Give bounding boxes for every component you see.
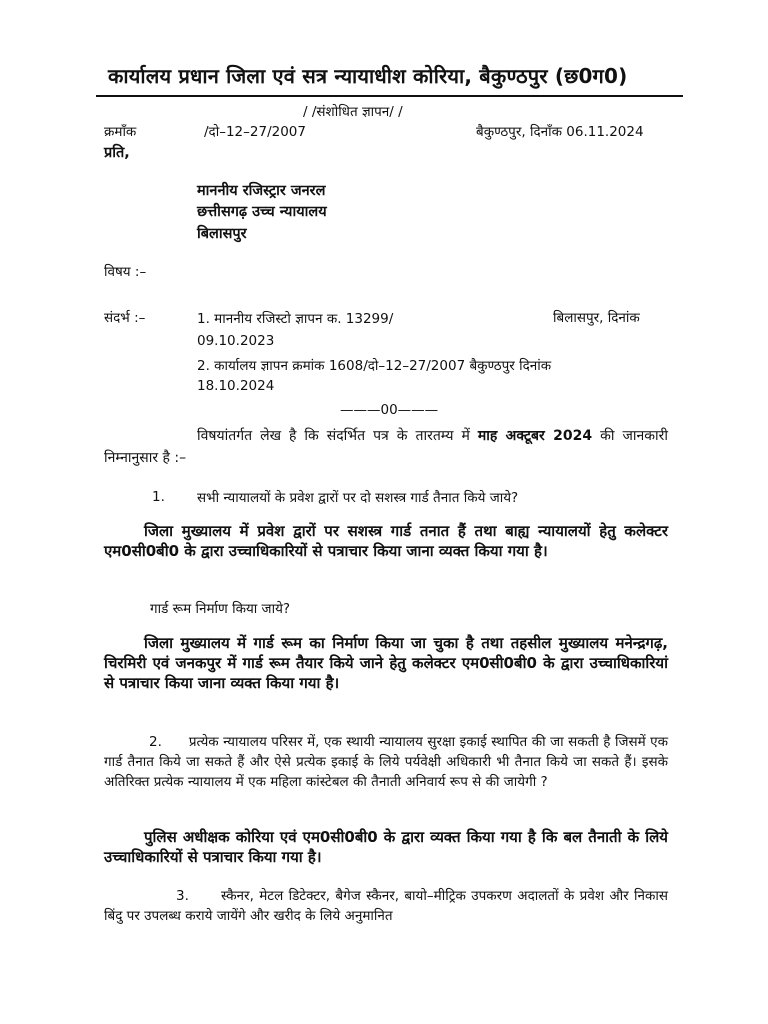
item-1-question: सभी न्यायालयों के प्रवेश द्वारों पर दो सशस्त्र गार्ड तैनात किये जाये?	[197, 490, 519, 506]
item-3-question-text: स्कैनर, मेटल डिटेक्टर, बैगेज स्कैनर, बायो–मीट्रिक उपकरण अदालतों के प्रवेश और निकास बिंदु पर उपलब्ध कराये जायेंगे और खरीद के लिये अनुमानित	[104, 888, 668, 924]
heading-rule	[96, 95, 683, 97]
place-date: बैकुण्ठपुर, दिनॉंक 06.11.2024	[476, 124, 644, 140]
item-2-answer	[104, 827, 668, 867]
reference-item-1: 1. माननीय रजिस्टो ज्ञापन क. 13299/	[197, 311, 394, 327]
intro-text: विषयांतर्गत लेख है कि संदर्भित पत्र के तारतम्य में	[197, 428, 470, 444]
addressee-line-2: छत्तीसगढ़ उच्च न्यायालय	[197, 204, 327, 220]
item-1b-answer-text: जिला मुख्यालय में गार्ड रूम का निर्माण किया जा चुका है तथा तहसील मुख्यालय मनेन्द्रगढ़, चिरमिरी एवं जनकपुर में गार्ड रूम तैयार किये जाने हेतु कलेक्टर एम0सी0बी0 के द्वारा उच्चाधिकारियां से पत्राचार किया जाना व्यक्त किया गया है।	[104, 634, 668, 692]
item-1-answer	[104, 521, 668, 561]
subject-label: विषय :–	[104, 264, 147, 280]
number-value: /दो–12–27/2007	[204, 124, 306, 140]
addressee-line-1: माननीय रजिस्ट्रार जनरल	[197, 183, 326, 199]
reference-item-2: 2. कार्यालय ज्ञापन क्रमांक 1608/दो–12–27/2007 बैकुण्ठपुर दिनांक	[197, 358, 552, 374]
office-heading: कार्यालय प्रधान जिला एवं सत्र न्यायाधीश कोरिया, बैकुण्ठपुर (छ0ग0)	[108, 64, 628, 88]
reference-item-2-date: 18.10.2024	[197, 378, 275, 394]
intro-text-end: की जानकारी निम्नानुसार है :–	[104, 428, 668, 466]
to-label: प्रति,	[104, 145, 130, 161]
item-2-answer-text: पुलिस अधीक्षक कोरिया एवं एम0सी0बी0 के द्वारा व्यक्त किया गया है कि बल तैनाती के लिये उच्चाधिकारियों से पत्राचार किया गया है।	[104, 828, 668, 866]
intro-paragraph	[104, 425, 668, 469]
memo-type: / /संशोधित ज्ञापन/ /	[303, 104, 403, 120]
item-1-number: 1.	[152, 489, 165, 505]
item-1b-question: गार्ड रूम निर्माण किया जाये?	[150, 601, 291, 617]
reference-item-1-date: 09.10.2023	[197, 333, 275, 349]
item-1-answer-text: जिला मुख्यालय में प्रवेश द्वारों पर सशस्त्र गार्ड तनात हैं तथा बाह्य न्यायालयों हेतु कलेक्टर एम0सी0बी0 के द्वारा उच्चाधिकारियों से पत्राचार किया जाना व्यक्त किया गया है।	[104, 522, 668, 560]
item-2-question	[104, 732, 668, 792]
intro-period: माह अक्टूबर 2024	[477, 428, 593, 444]
item-1b-answer	[104, 633, 668, 693]
reference-item-1-place: बिलासपुर, दिनांक	[553, 310, 640, 326]
item-3-question	[104, 886, 668, 926]
item-2-number: 2.	[149, 734, 162, 750]
reference-label: संदर्भ :–	[104, 310, 146, 326]
item-2-question-text: प्रत्येक न्यायालय परिसर में, एक स्थायी न्यायालय सुरक्षा इकाई स्थापित की जा सकती है जिसमें एक गार्ड तैनात किये जा सकते हैं और ऐसे प्रत्येक इकाई के लिये पर्यवेक्षी अधिकारी भी तैनात किये जा सकते हैं। इसके अतिरिक्त प्रत्येक न्यायालय में एक महिला कांस्टेबल की तैनाती अनिवार्य रूप से की जायेगी ?	[104, 734, 668, 790]
addressee-line-3: बिलासपुर	[197, 226, 247, 242]
separator: ———00———	[340, 402, 439, 418]
number-label: क्रमॉंक	[104, 124, 137, 140]
item-3-number: 3.	[176, 888, 189, 904]
